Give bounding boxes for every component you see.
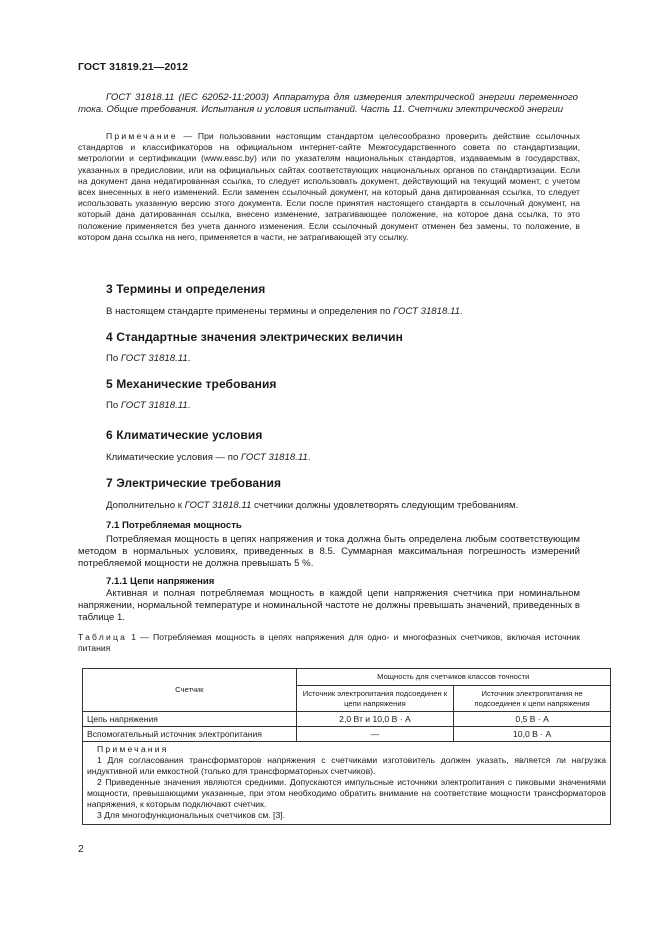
table-notes — [83, 742, 611, 825]
header-not-connected: Источник электропитания не подсоединен к цепи напряжения — [454, 686, 611, 712]
row-not-connected-value: 10,0 В · А — [454, 727, 611, 742]
subsection-7-1-heading: 7.1 Потребляемая мощность — [106, 520, 242, 531]
section-4-heading: 4 Стандартные значения электрических величин — [106, 330, 403, 344]
header-meter: Счетчик — [83, 669, 297, 712]
subsection-7-1-1-heading: 7.1.1 Цепи напряжения — [106, 576, 215, 587]
row-not-connected-value: 0,5 В · А — [454, 712, 611, 727]
section-6-text: Климатические условия — по ГОСТ 31818.11. — [106, 452, 311, 463]
note-text: — При пользовании настоящим стандартом целесообразно проверить действие ссылочных стандартов и классификаторов на официальном интернет-сайте Межгосударственного совета по стандартизации, метрологии и сертификации (www.easc.by) или по указателям национальных стандартов, издаваемым в государствах, указанных в предисловии, или на официальных сайтах соответствующих национальных органов по стандартизации. Если на документ дана недатированная ссылка, то следует использовать документ, действующий на текущий момент, с учетом всех внесенных в него изменений. Если заменен ссылочный документ, на который дана датированная ссылка, то следует использовать указанную версию этого документа. Если после принятия настоящего стандарта в ссылочный документ, на который дана датированная ссылка, внесено изменение, затрагивающее положение, на которое дана ссылка, то это положение применяется без учета данного изменения. Если ссылочный документ отменен без замены, то положение, в котором дана ссылка на него, применяется в части, не затрагивающей эту ссылку. — [78, 131, 580, 242]
table-row — [83, 727, 611, 742]
reference-note — [78, 131, 580, 243]
section-3-heading: 3 Термины и определения — [106, 282, 266, 296]
running-header: ГОСТ 31819.21—2012 — [78, 61, 189, 73]
section-4-text: По ГОСТ 31818.11. — [106, 353, 191, 364]
header-connected: Источник электропитания подсоединен к цепи напряжения — [296, 686, 454, 712]
standard-ref: ГОСТ 31818.11 — [120, 400, 188, 411]
table-notes-title: Примечания — [97, 744, 169, 754]
note-label: Примечание — [106, 131, 178, 141]
header-power-group: Мощность для счетчиков классов точности — [296, 669, 610, 686]
section-6-heading: 6 Климатические условия — [106, 428, 263, 442]
standard-ref: ГОСТ 31818.11 — [120, 353, 188, 364]
row-name: Вспомогательный источник электропитания — [83, 727, 297, 742]
row-name: Цепь напряжения — [83, 712, 297, 727]
reference-entry: ГОСТ 31818.11 (IEC 62052-11:2003) Аппаратура для измерения электрической энергии переменного тока. Общие требования. Испытания и условия испытаний. Часть 11. Счетчики электрической энергии — [78, 92, 578, 116]
section-7-heading: 7 Электрические требования — [106, 476, 282, 490]
subsection-7-1-text: Потребляемая мощность в цепях напряжения и тока должна быть определена любым соответствующим методом в нормальных условиях, приведенных в 8.5. Суммарная максимальная погрешность измерений потребляемой мощности не должна превышать 5 %. — [78, 534, 580, 570]
row-connected-value: 2,0 Вт и 10,0 В · А — [296, 712, 454, 727]
section-5-text: По ГОСТ 31818.11. — [106, 400, 191, 411]
standard-ref: ГОСТ 31818.11 — [184, 500, 252, 511]
table-caption: Таблица 1 — Потребляемая мощность в цепях напряжения для одно- и многофазных счетчиков, включая источник питания — [78, 632, 580, 653]
table-row — [83, 712, 611, 727]
standard-ref: ГОСТ 31818.11 — [241, 452, 308, 463]
section-3-text: В настоящем стандарте применены термины и определения по ГОСТ 31818.11. — [106, 306, 463, 317]
subsection-7-1-1-text: Активная и полная потребляемая мощность в каждой цепи напряжения счетчика при номинальном напряжении, нормальной температуре и номинальной частоте не должны превышать значений, приведенных в таблице 1. — [78, 588, 580, 624]
page-number: 2 — [78, 843, 84, 855]
row-connected-value: — — [296, 727, 454, 742]
table-note-item: 3 Для многофункциональных счетчиков см. [3]. — [97, 810, 286, 820]
table-note-item: 2 Приведенные значения являются средними. Допускаются импульсные источники электропитания с пиковыми значениями мощности, превышающими указанные, при этом необходимо обратить внимание на соответствие мощности трансформаторов напряжения, к которым подключают счетчик. — [87, 777, 606, 809]
section-5-heading: 5 Механические требования — [106, 377, 277, 391]
table-caption-label: Таблица — [78, 632, 128, 642]
power-consumption-table — [82, 668, 611, 825]
section-7-text: Дополнительно к ГОСТ 31818.11 счетчики должны удовлетворять следующим требованиям. — [106, 500, 519, 511]
standard-ref: ГОСТ 31818.11 — [393, 306, 460, 317]
table-note-item: 1 Для согласования трансформаторов напряжения с счетчиками изготовитель должен указать, является ли нагрузка индуктивной или емкостной (только для трансформаторных счетчиков). — [87, 755, 606, 776]
